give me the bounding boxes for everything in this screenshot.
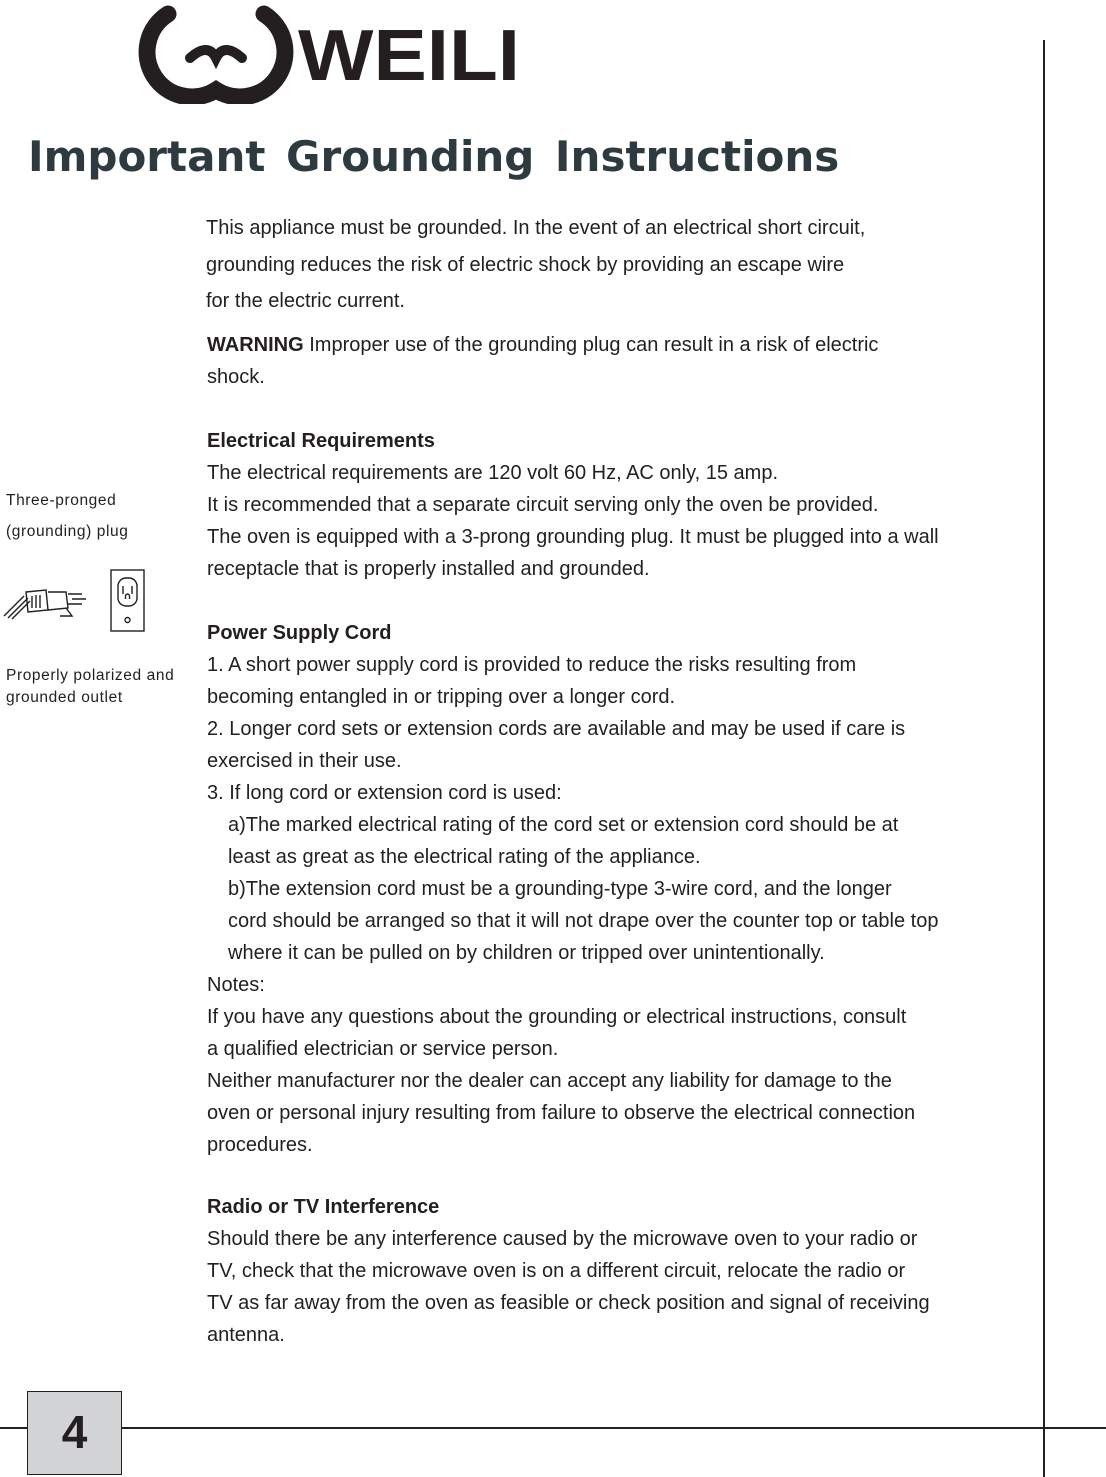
outlet-label: Properly polarized and	[6, 667, 175, 684]
power-cord-line: becoming entangled in or tripping over a longer cord.	[207, 686, 676, 708]
interference-line: TV as far away from the oven as feasible or check position and signal of receiving	[207, 1292, 930, 1314]
power-cord-line: least as great as the electrical rating of the appliance.	[228, 846, 701, 868]
plug-label: Three-pronged	[6, 492, 117, 509]
electrical-line: The electrical requirements are 120 volt 60 Hz, AC only, 15 amp.	[207, 462, 779, 484]
electrical-line: It is recommended that a separate circuit serving only the oven be provided.	[207, 494, 879, 516]
vertical-rule	[1043, 40, 1045, 1477]
power-cord-line: exercised in their use.	[207, 750, 402, 772]
intro-line-2: grounding reduces the risk of electric shock by providing an escape wire	[206, 254, 845, 276]
brand-name: WEILI	[298, 16, 520, 96]
interference-line: TV, check that the microwave oven is on a different circuit, relocate the radio or	[207, 1260, 906, 1282]
interference-line: Should there be any interference caused by the microwave oven to your radio or	[207, 1228, 918, 1250]
warning-text: Improper use of the grounding plug can result in a risk of electric	[303, 334, 879, 356]
notes-line: Neither manufacturer nor the dealer can accept any liability for damage to the	[207, 1070, 892, 1092]
notes-line: oven or personal injury resulting from failure to observe the electrical connection	[207, 1102, 916, 1124]
electrical-line: The oven is equipped with a 3-prong grounding plug. It must be plugged into a wall	[207, 526, 939, 548]
power-cord-line: 1. A short power supply cord is provided to reduce the risks resulting from	[207, 654, 857, 676]
plug-icon	[2, 578, 92, 624]
notes-line: If you have any questions about the grounding or electrical instructions, consult	[207, 1006, 907, 1028]
page-number: 4	[27, 1391, 122, 1475]
horizontal-rule	[0, 1427, 1106, 1429]
outlet-label: grounded outlet	[6, 689, 123, 706]
outlet-icon	[110, 569, 145, 632]
power-cord-line: where it can be pulled on by children or tripped over unintentionally.	[228, 942, 825, 964]
power-cord-line: 3. If long cord or extension cord is used:	[207, 782, 562, 804]
electrical-line: receptacle that is properly installed and grounded.	[207, 558, 650, 580]
intro-line-1: This appliance must be grounded. In the event of an electrical short circuit,	[206, 217, 866, 239]
notes-label: Notes:	[207, 974, 265, 996]
brand-logo	[120, 2, 530, 104]
power-cord-heading: Power Supply Cord	[207, 622, 392, 644]
plug-label: (grounding) plug	[6, 523, 129, 540]
power-cord-line: a)The marked electrical rating of the cord set or extension cord should be at	[228, 814, 899, 836]
interference-heading: Radio or TV Interference	[207, 1196, 440, 1218]
power-cord-line: b)The extension cord must be a grounding-type 3-wire cord, and the longer	[228, 878, 892, 900]
warning-line-2: shock.	[207, 366, 265, 388]
page-title: Important Grounding Instructions	[28, 132, 840, 181]
intro-line-3: for the electric current.	[206, 290, 405, 312]
notes-line: procedures.	[207, 1134, 313, 1156]
power-cord-line: 2. Longer cord sets or extension cords are available and may be used if care is	[207, 718, 906, 740]
electrical-heading: Electrical Requirements	[207, 430, 435, 452]
power-cord-line: cord should be arranged so that it will not drape over the counter top or table top	[228, 910, 939, 932]
warning-label: WARNING	[207, 334, 304, 356]
interference-line: antenna.	[207, 1324, 285, 1346]
warning-line-1	[207, 329, 878, 361]
notes-line: a qualified electrician or service person.	[207, 1038, 559, 1060]
